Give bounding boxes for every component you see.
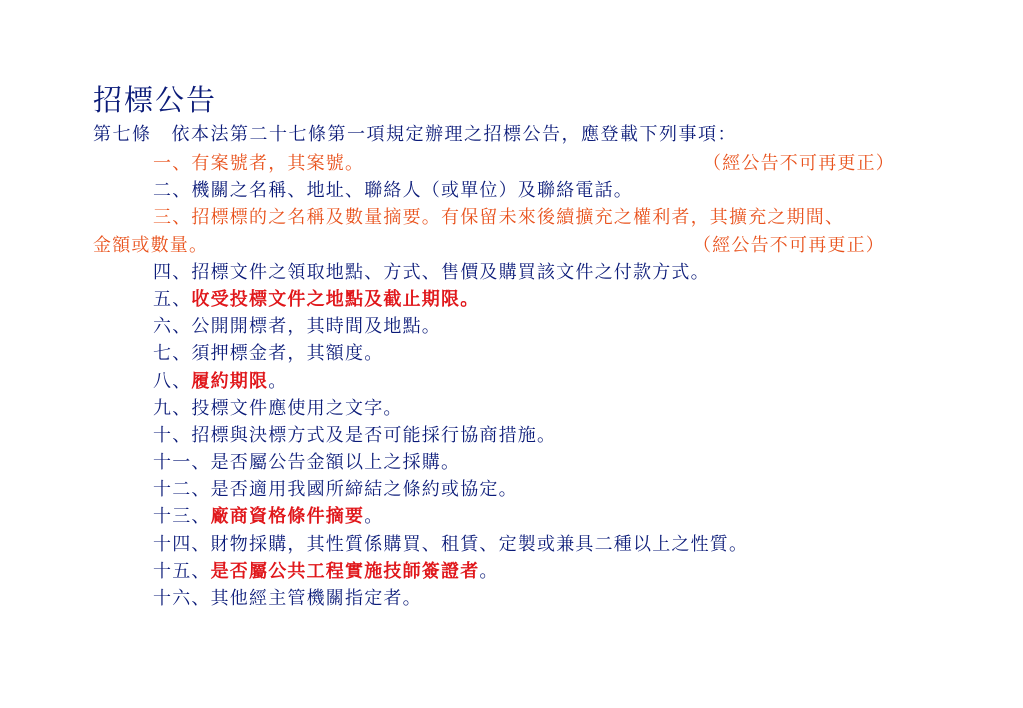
list-item-16 (153, 585, 1018, 612)
list-item-text: 六、公開開標者，其時間及地點。 (153, 316, 441, 338)
list-item-5 (153, 286, 1018, 313)
list-item-text: 一、有案號者，其案號。 (153, 153, 365, 174)
list-item-prefix: 五、 (153, 288, 192, 310)
article-text: 依本法第二十七條第一項規定辦理之招標公告，應登載下列事項： (171, 124, 737, 145)
page-title: 招標公告 (93, 83, 218, 117)
list-item-text: 三、招標標的之名稱及數量摘要。有保留未來後續擴充之權利者，其擴充之期間、 (153, 207, 845, 229)
list-item-text: 十二、是否適用我國所締結之條約或協定。 (153, 479, 518, 501)
list-item-3-continued (93, 232, 1018, 259)
no-correction-note: （經公告不可再更正） (693, 234, 885, 256)
list-item-12 (153, 476, 1018, 503)
list-item-text: 十、招標與決標方式及是否可能採行協商措施。 (153, 424, 557, 446)
article-label: 第七條 (93, 124, 152, 145)
list-item-text: 七、須押標金者，其額度。 (153, 343, 384, 365)
list-item-prefix: 十三、 (153, 506, 211, 528)
list-item-10 (153, 422, 1018, 449)
article-intro (93, 122, 737, 148)
list-item-suffix: 。 (268, 370, 288, 392)
list-item-text: 金額或數量。 (93, 234, 209, 256)
list-item-text: 四、招標文件之領取地點、方式、售價及購買該文件之付款方式。 (153, 261, 710, 283)
requirement-list (93, 150, 1018, 612)
list-item-text: 十六、其他經主管機關指定者。 (153, 588, 422, 609)
list-item-6 (153, 313, 1018, 340)
list-item-8 (153, 368, 1018, 395)
list-item-11 (153, 449, 1018, 476)
list-item-7 (153, 340, 1018, 367)
list-item-4 (153, 259, 1018, 286)
no-correction-note: （經公告不可再更正） (703, 153, 895, 174)
list-item-2 (153, 177, 1018, 204)
emphasized-text: 履約期限 (191, 370, 269, 392)
list-item-14 (153, 531, 1018, 558)
list-item-prefix: 十五、 (153, 560, 211, 582)
list-item-1 (153, 150, 1018, 177)
list-item-text: 九、投標文件應使用之文字。 (153, 397, 403, 419)
emphasized-text: 廠商資格條件摘要 (210, 506, 365, 528)
emphasized-text: 收受投標文件之地點及截止期限。 (191, 288, 480, 310)
list-item-suffix: 。 (364, 506, 384, 528)
list-item-suffix: 。 (479, 560, 499, 582)
list-item-3 (153, 204, 1018, 231)
list-item-15 (153, 558, 1018, 585)
emphasized-text: 是否屬公共工程實施技師簽證者 (210, 560, 480, 582)
list-item-text: 二、機關之名稱、地址、聯絡人（或單位）及聯絡電話。 (153, 180, 633, 202)
list-item-9 (153, 395, 1018, 422)
list-item-text: 十一、是否屬公告金額以上之採購。 (153, 452, 461, 474)
list-item-prefix: 八、 (153, 370, 192, 392)
list-item-text: 十四、財物採購，其性質係購買、租賃、定製或兼具二種以上之性質。 (153, 533, 749, 555)
list-item-13 (153, 503, 1018, 530)
